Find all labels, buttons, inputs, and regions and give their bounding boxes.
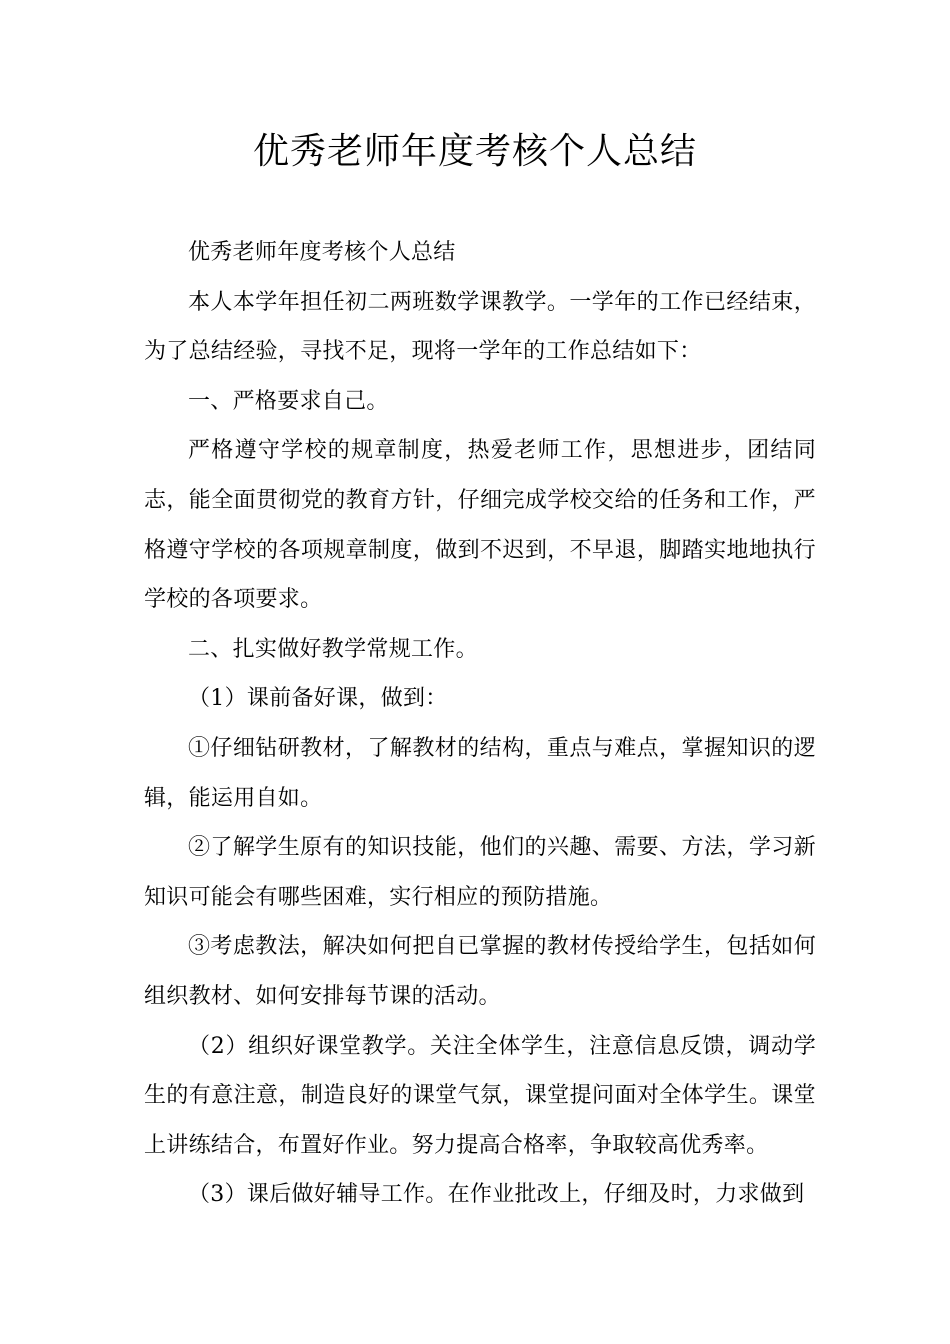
subsection-3: （3）课后做好辅导工作。在作业批改上，仔细及时，力求做到 xyxy=(188,1182,805,1208)
paragraph-intro: 本人本学年担任初二两班数学课教学。一学年的工作已经结束，为了总结经验，寻找不足，现将一学年的工作总结如下： xyxy=(144,289,816,365)
section-heading-2: 二、扎实做好教学常规工作。 xyxy=(188,636,478,662)
list-item-1: ①仔细钻研教材，了解教材的结构，重点与难点，掌握知识的逻辑，能运用自如。 xyxy=(144,735,816,811)
paragraph-section-1: 严格遵守学校的规章制度，热爱老师工作，思想进步，团结同志，能全面贯彻党的教育方针，仔细完成学校交给的任务和工作，严格遵守学校的各项规章制度，做到不迟到，不早退，脚踏实地地执行学校的各项要求。 xyxy=(144,438,816,613)
subsection-2: （2）组织好课堂教学。关注全体学生，注意信息反馈，调动学生的有意注意，制造良好的课堂气氛，课堂提问面对全体学生。课堂上讲练结合，布置好作业。努力提高合格率，争取较高优秀率。 xyxy=(144,1033,816,1158)
section-heading-1: 一、严格要求自己。 xyxy=(188,388,389,414)
document-title: 优秀老师年度考核个人总结 xyxy=(252,131,697,172)
document-body xyxy=(144,228,816,1220)
paragraph-subtitle: 优秀老师年度考核个人总结 xyxy=(188,240,456,265)
list-item-2: ②了解学生原有的知识技能，他们的兴趣、需要、方法，学习新知识可能会有哪些困难，实行相应的预防措施。 xyxy=(144,835,816,910)
list-item-3: ③考虑教法，解决如何把自已掌握的教材传授给学生，包括如何组织教材、如何安排每节课的活动。 xyxy=(144,934,816,1009)
subsection-1: （1）课前备好课，做到： xyxy=(188,686,448,712)
